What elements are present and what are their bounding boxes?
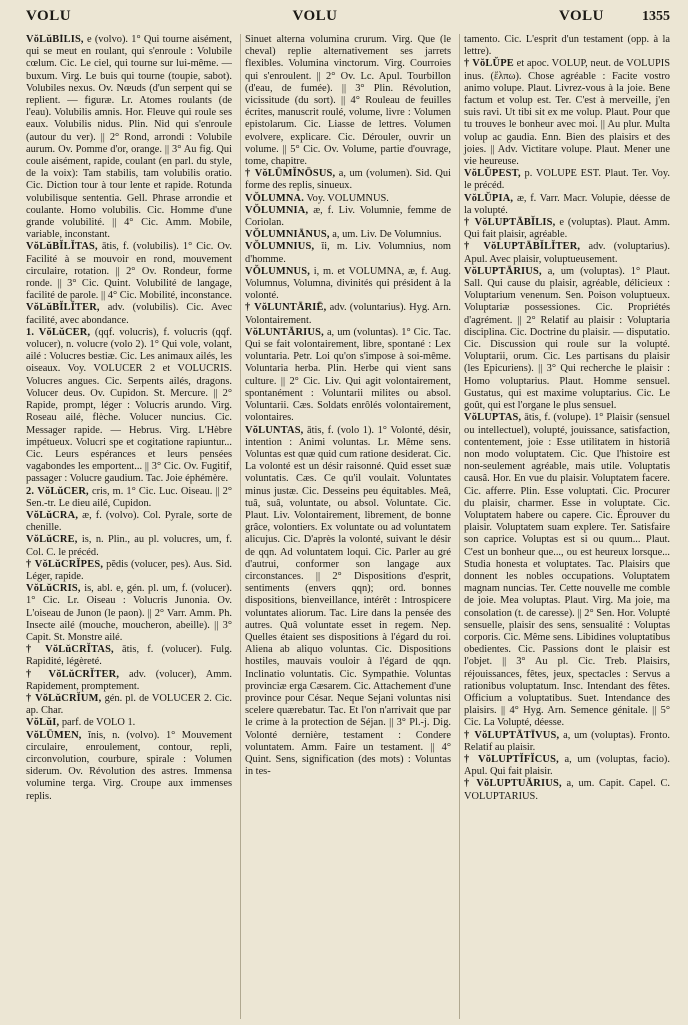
entry-definition: cris, m. 1° Cic. Luc. Oiseau. || 2° Sen.-tr. Le dieu ailé, Cupidon.	[26, 485, 232, 509]
entry-headword: VŏLŭBĬLIS,	[26, 34, 84, 45]
entry-definition: e (voluptas). Plaut. Amm. Qui fait plaisir, agréable.	[464, 217, 670, 241]
entry-definition: a, um (voluptas). 1° Plaut. Sall. Qui cause du plaisir, agréable, délicieux : Voluptarium venenum. Sen. Poison voluptueux. Voluptariæ possessiones. Cic. Propriétés d'agrément. || 2° Relatif au plaisir : Voluptaria disciplina. Cic. Doctrine du plaisir. — disputatio. Cic. Discussion qui roule sur la volupté. Voluptarii, orum. Cic. Les partisans du plaisir (les Epicuriens). || 3° Qui recherche le plaisir : Homo voluptarius. Plaut. Homme sensuel. Gustatus, qui est maxime voluptarius. Cic. Le goût, qui est l'organe le plus sensuel.	[464, 265, 670, 412]
dictionary-entry	[26, 559, 232, 583]
entry-headword: VŎLUMNA.	[245, 192, 305, 204]
entry-definition: is, n. Plin., au pl. volucres, um, f. Col. C. le précéd.	[26, 534, 232, 558]
entry-headword: VŎLUMNIUS,	[245, 241, 315, 253]
entry-headword: † VŏLUPTUĀRIUS,	[464, 778, 562, 790]
entry-definition: et apoc. VOLUP, neut. de VOLUPIS inus. (ἔλπω). Chose agréable : Facite vostro animo volupe. Plaut. Livrez-vous à la joie. Bene factum et volup est. Ter. C'est à merveille, j'en suis ravi. Ut tibi sit ex me volup. Plaut. Pour que tu trouves le bonheur avec moi. || Au plur. Multa volup ac gaudia. Enn. Bien des plaisirs et des joies. || Adv. Victitare volupe. Plaut. Mener une vie heureuse.	[464, 58, 670, 168]
dictionary-entry	[245, 34, 451, 168]
dictionary-entry	[464, 241, 670, 265]
running-head-center: VOLU	[292, 8, 338, 24]
column-1	[26, 34, 232, 1019]
entry-definition: æ, f. Varr. Macr. Volupie, déesse de la volupté.	[464, 192, 670, 216]
entry-headword: VŏLŬPIA,	[464, 192, 514, 204]
dictionary-entry	[245, 193, 451, 205]
dictionary-entry	[245, 425, 451, 779]
entry-headword: VŏLUNTAS,	[245, 424, 304, 436]
header-right-group	[559, 8, 670, 25]
dictionary-entry	[26, 241, 232, 302]
entry-definition: adv. (voluntarius). Hyg. Arn. Volontairement.	[245, 302, 451, 326]
entry-definition: æ, f. Liv. Volumnie, femme de Coriolan.	[245, 204, 451, 229]
entry-definition: tamento. Cic. L'esprit d'un testament (opp. à la lettre).	[464, 34, 670, 58]
entry-headword: † VŏLUPTĬFĬCUS,	[464, 753, 559, 765]
entry-definition: ātis, f. (volubilis). 1° Cic. Ov. Facilité à se mouvoir en rond, mouvement circulaire, rotation. || 2° Ov. Rondeur, forme ronde. || 3° Cic. Quint. Volubilité de langage, facilité de parole. || 4° Cic. Mobilité, inconstance.	[26, 241, 232, 302]
dictionary-entry	[245, 229, 451, 241]
entry-headword: VŏLUPTAS,	[464, 412, 522, 424]
column-3	[459, 34, 670, 1019]
entry-definition: Sinuet alterna volumina crurum. Virg. Que (le cheval) replie alternativement ses jarrets flexibles. Volumina vinctorum. Virg. Courroies qui s'enroulent. || 2° Ov. Lc. Apul. Tourbillon (d'eau, de fumée). || 3° Plin. Révolution, vicissitude (du sort). || 4° Rouleau de feuilles écrites, manuscrit roulé, volume, livre : Volumen epistolarum. Cic. Liasse de lettres. Volumen evolvere, explicare. Cic. Dérouler, ouvrir un volume. || 5° Cic. Ov. Volume, partie d'ouvrage, tome, chapitre.	[245, 34, 451, 168]
dictionary-entry	[26, 693, 232, 717]
entry-headword: † VŏLUPTĀBĬLIS,	[464, 217, 556, 229]
entry-headword: † VŏLŭCRĬTER,	[26, 668, 120, 680]
entry-headword: † VŏLUNTĀRIĒ,	[245, 302, 327, 314]
entry-headword: † VŏLŭCRĬUM,	[26, 692, 102, 704]
dictionary-entry	[26, 327, 232, 486]
entry-definition: a, um (voluptas, facio). Apul. Qui fait plaisir.	[464, 753, 670, 778]
entry-definition: (qqf. volucris), f. volucris (qqf. volucer), n. volucre (volo 2). 1° Qui vole, volant, ailé : Volucres bestiæ. Cic. Les animaux ailés, les oiseaux. Voy. VOLUCER 2 et VOLUCRIS. Volucres angues. Cic. Serpents ailés, dragons. Volucer deus. Ov. Cupidon. St. Mercure. || 2° Rapide, prompt, léger : Volucris arundo. Virg. Roseau ailé, flèche. Volucer nuncius. Cic. Messager rapide. — Hebrus. Virg. L'Hèbre impétueux. Volucri spe et cogitatione rapiuntur... Cic. Leurs espérances et leurs pensées vagabondes les emportent... || 3° Cic. Ov. Fugitif, passager : Volucre gaudium. Tac. Joie éphémère.	[26, 326, 232, 485]
entry-definition: gén. pl. de VOLUCER 2. Cic. ap. Char.	[26, 692, 232, 717]
entry-headword: 1. VŏLŭCER,	[26, 326, 91, 338]
dictionary-entry	[464, 412, 670, 729]
running-head-right: VOLU	[558, 8, 604, 24]
entry-headword: VŏLŭI,	[26, 717, 60, 729]
dictionary-entry	[245, 302, 451, 326]
dictionary-entry	[26, 583, 232, 644]
dictionary-entry	[26, 534, 232, 558]
entry-definition: pĕdis (volucer, pes). Aus. Sid. Léger, rapide.	[26, 558, 232, 582]
dictionary-entry	[245, 241, 451, 265]
entry-headword: VŏLŪMEN,	[26, 729, 82, 741]
entry-headword: VŏLŭBĬLĬTAS,	[26, 241, 98, 253]
dictionary-entry	[245, 205, 451, 229]
entry-definition: ĭnis, n. (volvo). 1° Mouvement circulaire, enroulement, contour, repli, circonvolution, courbure, spirale : Volumen siderum. Ov. Révolution des astres. Immensa volumine terga. Virg. Croupe aux immenses replis.	[26, 729, 232, 802]
entry-definition: a, um (volumen). Sid. Qui forme des replis, sinueux.	[245, 168, 451, 192]
entry-headword: † VŏLŪMĬNŌSUS,	[245, 168, 336, 180]
entry-headword: † VŏLŭCRĬPES,	[26, 558, 104, 570]
dictionary-entry	[26, 669, 232, 693]
entry-definition: is, abl. e, gén. pl. um, f. (volucer). 1° Cic. Lr. Oiseau : Volucris Junonia. Ov. L'oiseau de Junon (le paon). || 2° Varr. Amm. Ph. Insecte ailé (mouche, moucheron, abeille). || 3° Capit. St. Monstre ailé.	[26, 583, 232, 643]
entry-headword: † VŏLŭCRĬTAS,	[26, 644, 114, 656]
entry-definition: æ, f. (volvo). Col. Pyrale, sorte de chenille.	[26, 509, 232, 534]
entry-headword: VŎLUMNIĀNUS,	[245, 229, 330, 241]
column-2	[240, 34, 451, 1019]
entry-definition: ĭi, m. Liv. Volumnius, nom d'homme.	[245, 241, 451, 265]
entry-definition: ātis, f. (volo 1). 1° Volonté, désir, intention : Animi voluntas. Lr. Même sens. Voluntas est quæ quid cum ratione desiderat. Cic. La volonté est un désir raisonné. Quid esset suæ voluntatis. Cæs. Ce qu'il voulait. Voluntates minus justæ. Cic. Desseins peu équitables. Meâ, tuâ, suâ, voluntate, ou absol. Voluntate. Cic. Plaut. Liv. Volontairement, librement, de bonne grâce, volontiers. Ex voluntate ou ad voluntatem alicujus. Cic. D'après la volonté, suivant le désir de qqn. Ad voluntatem loqui. Cic. Parler au gré d'autrui, conformer son langage aux circonstances. || 2° Dispositions d'esprit, sentiments (envers qqn); ord. bonnes dispositions, bienveillance, intérêt : Introspicere voluntates aliorum. Tac. Lire dans la pensée des autres. Quâ voluntate esset in regem. Nep. Quelles étaient ses dispositions à l'égard du roi. Aliena ab aliquo voluntas. Cic. Dispositions hostiles, mauvais vouloir à l'égard de qqn. Inclinatio voluntatis. Cic. Sympathie. Voluntas provinciæ erga Cæsarem. Cic. Attachement d'une province pour César. Neque Sejani voluntas nisi scelere quærebatur. Tac. Et l'on n'arrivait que par le crime à la protection de Séjan. || 3° Pl.-j. Dig. Volonté dernière, testament : Condere voluntatem. Amm. Faire un testament. || 4° Quint. Sens, signification (des mots) : Voluntas in tes-	[245, 424, 451, 778]
dictionary-entry	[26, 644, 232, 668]
dictionary-entry	[464, 58, 670, 168]
entry-definition: a, um. Capit. Capel. C. VOLUPTARIUS.	[464, 778, 670, 802]
entry-headword: VŎLUMNUS,	[245, 265, 311, 277]
dictionary-entry	[464, 730, 670, 754]
entry-headword: VŏLUPTĀRIUS,	[464, 265, 542, 277]
dictionary-entry	[26, 510, 232, 534]
dictionary-entry	[26, 730, 232, 803]
dictionary-entry	[245, 168, 451, 192]
columns	[26, 34, 670, 1019]
entry-headword: † VŏLŬPE	[464, 58, 514, 70]
entry-headword: VŏLŭCRA,	[26, 509, 79, 521]
page-number: 1355	[641, 9, 670, 24]
dictionary-entry	[464, 778, 670, 802]
entry-headword: † VŏLUPTĀBĬLĬTER,	[464, 241, 581, 253]
entry-definition: a, um. Liv. De Volumnius.	[329, 229, 442, 241]
dictionary-entry	[464, 217, 670, 241]
entry-definition: Voy. VOLUMNUS.	[304, 192, 389, 204]
entry-definition: i, m. et VOLUMNA, æ, f. Aug. Volumnus, Volumna, divinités qui président à la volonté.	[245, 265, 451, 302]
entry-definition: parf. de VOLO 1.	[59, 717, 136, 729]
entry-definition: ātis, f. (volupe). 1° Plaisir (sensuel ou intellectuel), volupté, jouissance, satisfaction, contentement, joie : Esse utilitatem in historiâ non modo voluptatem. Cic. Que l'histoire est non-seulement agréable, mais utile. Voluptatis causâ. Hor. En vue du plaisir. Voluptatem facere. Cic. afferre. Plin. Esse voluptati. Cic. Procurer du plaisir, charmer. Esse in voluptate. Cic. Voluptatem habere ou capere. Cic. Éprouver du plaisir. Voluptatem suam explere. Ter. Satisfaire son caprice. Voluptas est si ou quum... Plaut. C'est un bonheur que..., ou est heureux lorsque... Studia honesta et voluptates. Tac. Plaisirs que donnent les nobles occupations. Voluptatem magnam nuncias. Ter. Cette nouvelle me comble de joie. Mea voluptas. Plaut. Virg. Ma joie, ma consolation (t. de caresse). || 2° Sen. Hor. Volupté sensuelle, plaisir des sens, sensualité : Voluptas corporis. Cic. Même sens. Libidines voluptatibus obedientes. Cic. Passions dont le plaisir est l'objet. || 3° Au pl. Cic. Treb. Plaisirs, réjouissances, fêtes, jeux, spectacles : Servus a rationibus voluptatum. Insc. Intendant des fêtes. Officium a voluptatibus. Suet. Intendance des plaisirs. || 4° Hyg. Arn. Semence génitale. || 5° Cic. La Volupté, déesse.	[464, 412, 670, 729]
page-header	[26, 8, 670, 34]
entry-definition: a, um (voluntas). 1° Cic. Tac. Qui se fait volontairement, libre, spontané : Lex voluntaria. Petr. Loi qu'on s'impose à soi-même. Voluntaria herba. Plin. Herbe qui vient sans culture. || 2° Cic. Liv. Qui agit volontairement, spontanément : Voluntarii milites ou absol. Voluntarii. Cæs. Soldats enrôlés volontairement, volontaires.	[245, 326, 451, 424]
dictionary-entry	[26, 302, 232, 326]
dictionary-entry	[464, 266, 670, 412]
dictionary-entry	[26, 717, 232, 729]
entry-definition: e (volvo). 1° Qui tourne aisément, qui se meut en roulant, qui s'enroule : Volubile cœlum. Cic. Le ciel, qui tourne sur lui-même. — buxum. Virg. Le buis qui tourne (toupie, sabot). Volubiles nexus. Ov. Nœuds (d'un serpent qui se replient. — figuræ. Lr. Atomes roulants (de l'eau). Volubilis amnis. Hor. Fleuve qui roule ses eaux. Volubilis nidus. Plin. Nid qui s'enroule (autour du ver). || 2° Rond, arrondi : Volubile aurum. Ov. Pomme d'or, orange. || 3° Au fig. Qui coule aisément, rapide, coulant (en parl. du style, de la voix): Tam stabilis, tam volubilis oratio. Cic. Diction tour à tour lente et rapide. Rotunda volubilisque sententia. Gell. Phrase arrondie et coulante. Homo volubilis. Cic. Homme d'une grande volubilité. || 4° Cic. Amm. Mobile, variable, inconstant.	[26, 34, 232, 241]
entry-headword: VŏLŭCRE,	[26, 534, 78, 546]
dictionary-entry	[26, 486, 232, 510]
dictionary-entry	[26, 34, 232, 241]
entry-headword: VŏLŭCRIS,	[26, 583, 81, 595]
dictionary-entry	[245, 266, 451, 303]
dictionary-entry	[464, 193, 670, 217]
entry-headword: VŎLUMNIA,	[245, 204, 309, 216]
entry-headword: VŏLŭBĬLĬTER,	[26, 302, 100, 314]
entry-definition: ātis, f. (volucer). Fulg. Rapidité, légèreté.	[26, 644, 232, 668]
running-head-left: VOLU	[26, 8, 72, 24]
dictionary-entry	[245, 327, 451, 425]
entry-definition: adv. (voluptarius). Apul. Avec plaisir, voluptueusement.	[464, 241, 670, 265]
entry-headword: 2. VŏLŭCER,	[26, 485, 89, 497]
entry-headword: VŏLUNTĀRIUS,	[245, 326, 324, 338]
entry-definition: p. VOLUPE EST. Plaut. Ter. Voy. le précéd.	[464, 168, 670, 192]
entry-headword: VŏLŬPEST,	[464, 168, 521, 180]
entry-definition: a, um (voluptas). Fronto. Relatif au plaisir.	[464, 729, 670, 753]
dictionary-entry	[464, 754, 670, 778]
entry-headword: † VŏLUPTĀTĪVUS,	[464, 729, 560, 741]
dictionary-entry	[464, 168, 670, 192]
entry-definition: adv. (volubilis). Cic. Avec facilité, avec abondance.	[26, 302, 232, 326]
entry-definition: adv. (volucer), Amm. Rapidement, promptement.	[26, 668, 232, 692]
dictionary-entry	[464, 34, 670, 58]
